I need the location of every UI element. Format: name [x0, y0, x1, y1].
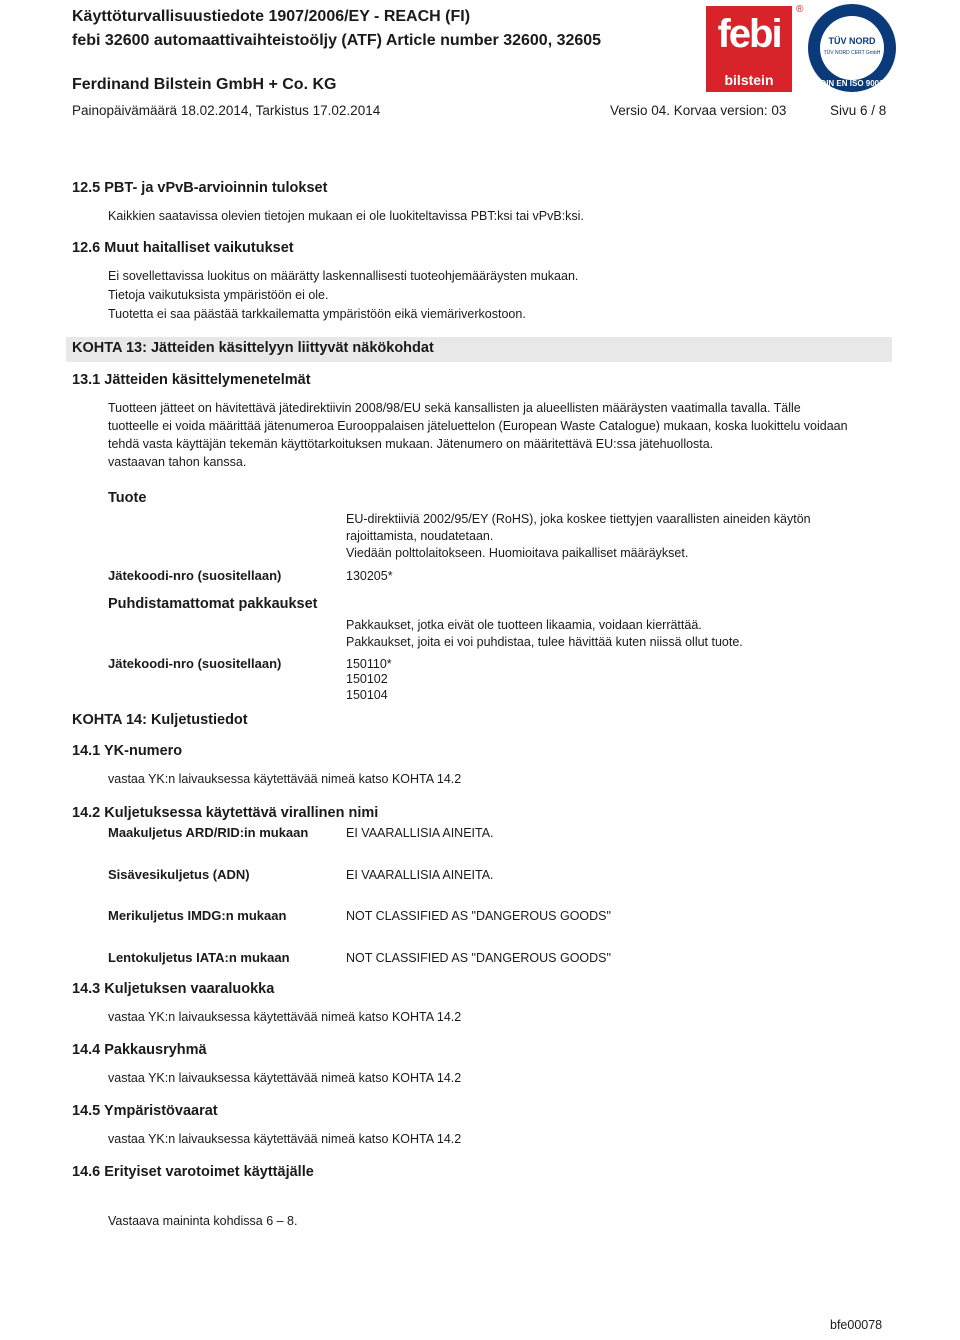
packaging-waste-code: 150102 — [346, 672, 388, 686]
version-info: Versio 04. Korvaa version: 03 — [610, 103, 787, 118]
seal-ring-text: DIN EN ISO 9001 — [820, 79, 884, 88]
product-waste-code: 130205* — [346, 569, 393, 583]
transport-row-value: EI VAARALLISIA AINEITA. — [346, 868, 494, 882]
transport-row-value: NOT CLASSIFIED AS "DANGEROUS GOODS" — [346, 909, 611, 923]
product-waste-code-label: Jätekoodi-nro (suositellaan) — [108, 568, 282, 583]
packaging-waste-code-label: Jätekoodi-nro (suositellaan) — [108, 656, 282, 671]
packaging-info-line: Pakkaukset, jotka eivät ole tuotteen likaamia, voidaan kierrättää. — [346, 618, 702, 632]
print-revision-dates: Painopäivämäärä 18.02.2014, Tarkistus 17.02.2014 — [72, 103, 381, 118]
section-12-5-text: Kaikkien saatavissa olevien tietojen mukaan ei ole luokiteltavissa PBT:ksi tai vPvB:ksi. — [108, 209, 584, 223]
product-info-line: rajoittamista, noudatetaan. — [346, 529, 494, 543]
product-info-line: Viedään polttolaitokseen. Huomioitava paikalliset määräykset. — [346, 546, 689, 560]
section-14-6-text: Vastaava maininta kohdissa 6 – 8. — [108, 1214, 298, 1228]
logo-subtext: bilstein — [724, 72, 774, 88]
logo-text: febi — [717, 12, 781, 56]
seal-top-text: TÜV NORD — [828, 36, 876, 46]
transport-row-label: Merikuljetus IMDG:n mukaan — [108, 908, 287, 923]
section-13-1-line: tuotteelle ei voida määrittää jätenumeroa Eurooppalaisen jäteluettelon (European Waste Catalogue) mukaan, koska luokittelu voidaan — [108, 419, 848, 433]
packaging-label: Puhdistamattomat pakkaukset — [108, 596, 318, 612]
footer-document-code: bfe00078 — [830, 1318, 883, 1332]
page-number: Sivu 6 / 8 — [830, 103, 887, 118]
section-13-title: KOHTA 13: Jätteiden käsittelyyn liittyvät näkökohdat — [72, 340, 434, 356]
transport-row-value: EI VAARALLISIA AINEITA. — [346, 826, 494, 840]
section-14-5-text: vastaa YK:n laivauksessa käytettävää nimeä katso KOHTA 14.2 — [108, 1132, 462, 1146]
section-14-1-heading: 14.1 YK-numero — [72, 743, 183, 759]
seal-mid-text: TÜV NORD CERT GmbH — [823, 50, 881, 56]
tuv-certification-seal — [808, 4, 896, 92]
section-12-6-line: Tietoja vaikutuksista ympäristöön ei ole. — [108, 288, 329, 302]
transport-row-label: Maakuljetus ARD/RID:in mukaan — [108, 825, 309, 840]
section-12-6-heading: 12.6 Muut haitalliset vaikutukset — [72, 240, 294, 256]
transport-row-label: Lentokuljetus IATA:n mukaan — [108, 950, 290, 965]
section-13-1-line: Tuotteen jätteet on hävitettävä jätedirektiivin 2008/98/EU sekä kansallisten ja alueellisten määräysten vaatimalla tavalla. Tälle — [108, 401, 801, 415]
section-14-2-heading: 14.2 Kuljetuksessa käytettävä virallinen nimi — [72, 805, 379, 821]
packaging-waste-code: 150110* — [346, 657, 392, 671]
product-label: Tuote — [108, 490, 147, 506]
document-title: Käyttöturvallisuustiedote 1907/2006/EY - REACH (FI) — [72, 8, 471, 25]
section-13-1-heading: 13.1 Jätteiden käsittelymenetelmät — [72, 372, 311, 388]
section-13-title-band — [66, 337, 892, 362]
section-14-1-text: vastaa YK:n laivauksessa käytettävää nimeä katso KOHTA 14.2 — [108, 772, 462, 786]
section-13-1-line: vastaavan tahon kanssa. — [108, 455, 247, 469]
packaging-waste-code: 150104 — [346, 688, 388, 702]
section-14-3-text: vastaa YK:n laivauksessa käytettävää nimeä katso KOHTA 14.2 — [108, 1010, 462, 1024]
section-14-3-heading: 14.3 Kuljetuksen vaaraluokka — [72, 981, 275, 997]
section-12-6-line: Tuotetta ei saa päästää tarkkailematta ympäristöön eikä viemäriverkostoon. — [108, 307, 526, 321]
transport-row-value: NOT CLASSIFIED AS "DANGEROUS GOODS" — [346, 951, 611, 965]
registered-mark: ® — [796, 4, 804, 15]
section-14-5-heading: 14.5 Ympäristövaarat — [72, 1103, 218, 1119]
transport-row-label: Sisävesikuljetus (ADN) — [108, 867, 250, 882]
febi-bilstein-logo — [706, 6, 792, 92]
section-12-5-heading: 12.5 PBT- ja vPvB-arvioinnin tulokset — [72, 180, 328, 196]
section-12-6-line: Ei sovellettavissa luokitus on määrätty laskennallisesti tuoteohjemääräysten mukaan. — [108, 269, 579, 283]
section-14-title: KOHTA 14: Kuljetustiedot — [72, 712, 248, 728]
product-name: febi 32600 automaattivaihteistoöljy (ATF) Article number 32600, 32605 — [72, 32, 602, 49]
section-14-4-heading: 14.4 Pakkausryhmä — [72, 1042, 207, 1058]
company-name: Ferdinand Bilstein GmbH + Co. KG — [72, 76, 337, 93]
section-14-6-heading: 14.6 Erityiset varotoimet käyttäjälle — [72, 1164, 314, 1180]
packaging-info-line: Pakkaukset, joita ei voi puhdistaa, tulee hävittää kuten niissä ollut tuote. — [346, 635, 743, 649]
section-13-1-line: tehdä vasta käyttäjän tekemän käyttötarkoituksen mukaan. Jätenumero on määritettävä EU:ssa jätehuollosta. — [108, 437, 714, 451]
product-info-line: EU-direktiiviä 2002/95/EY (RoHS), joka koskee tiettyjen vaarallisten aineiden käytön — [346, 512, 811, 526]
section-14-4-text: vastaa YK:n laivauksessa käytettävää nimeä katso KOHTA 14.2 — [108, 1071, 462, 1085]
